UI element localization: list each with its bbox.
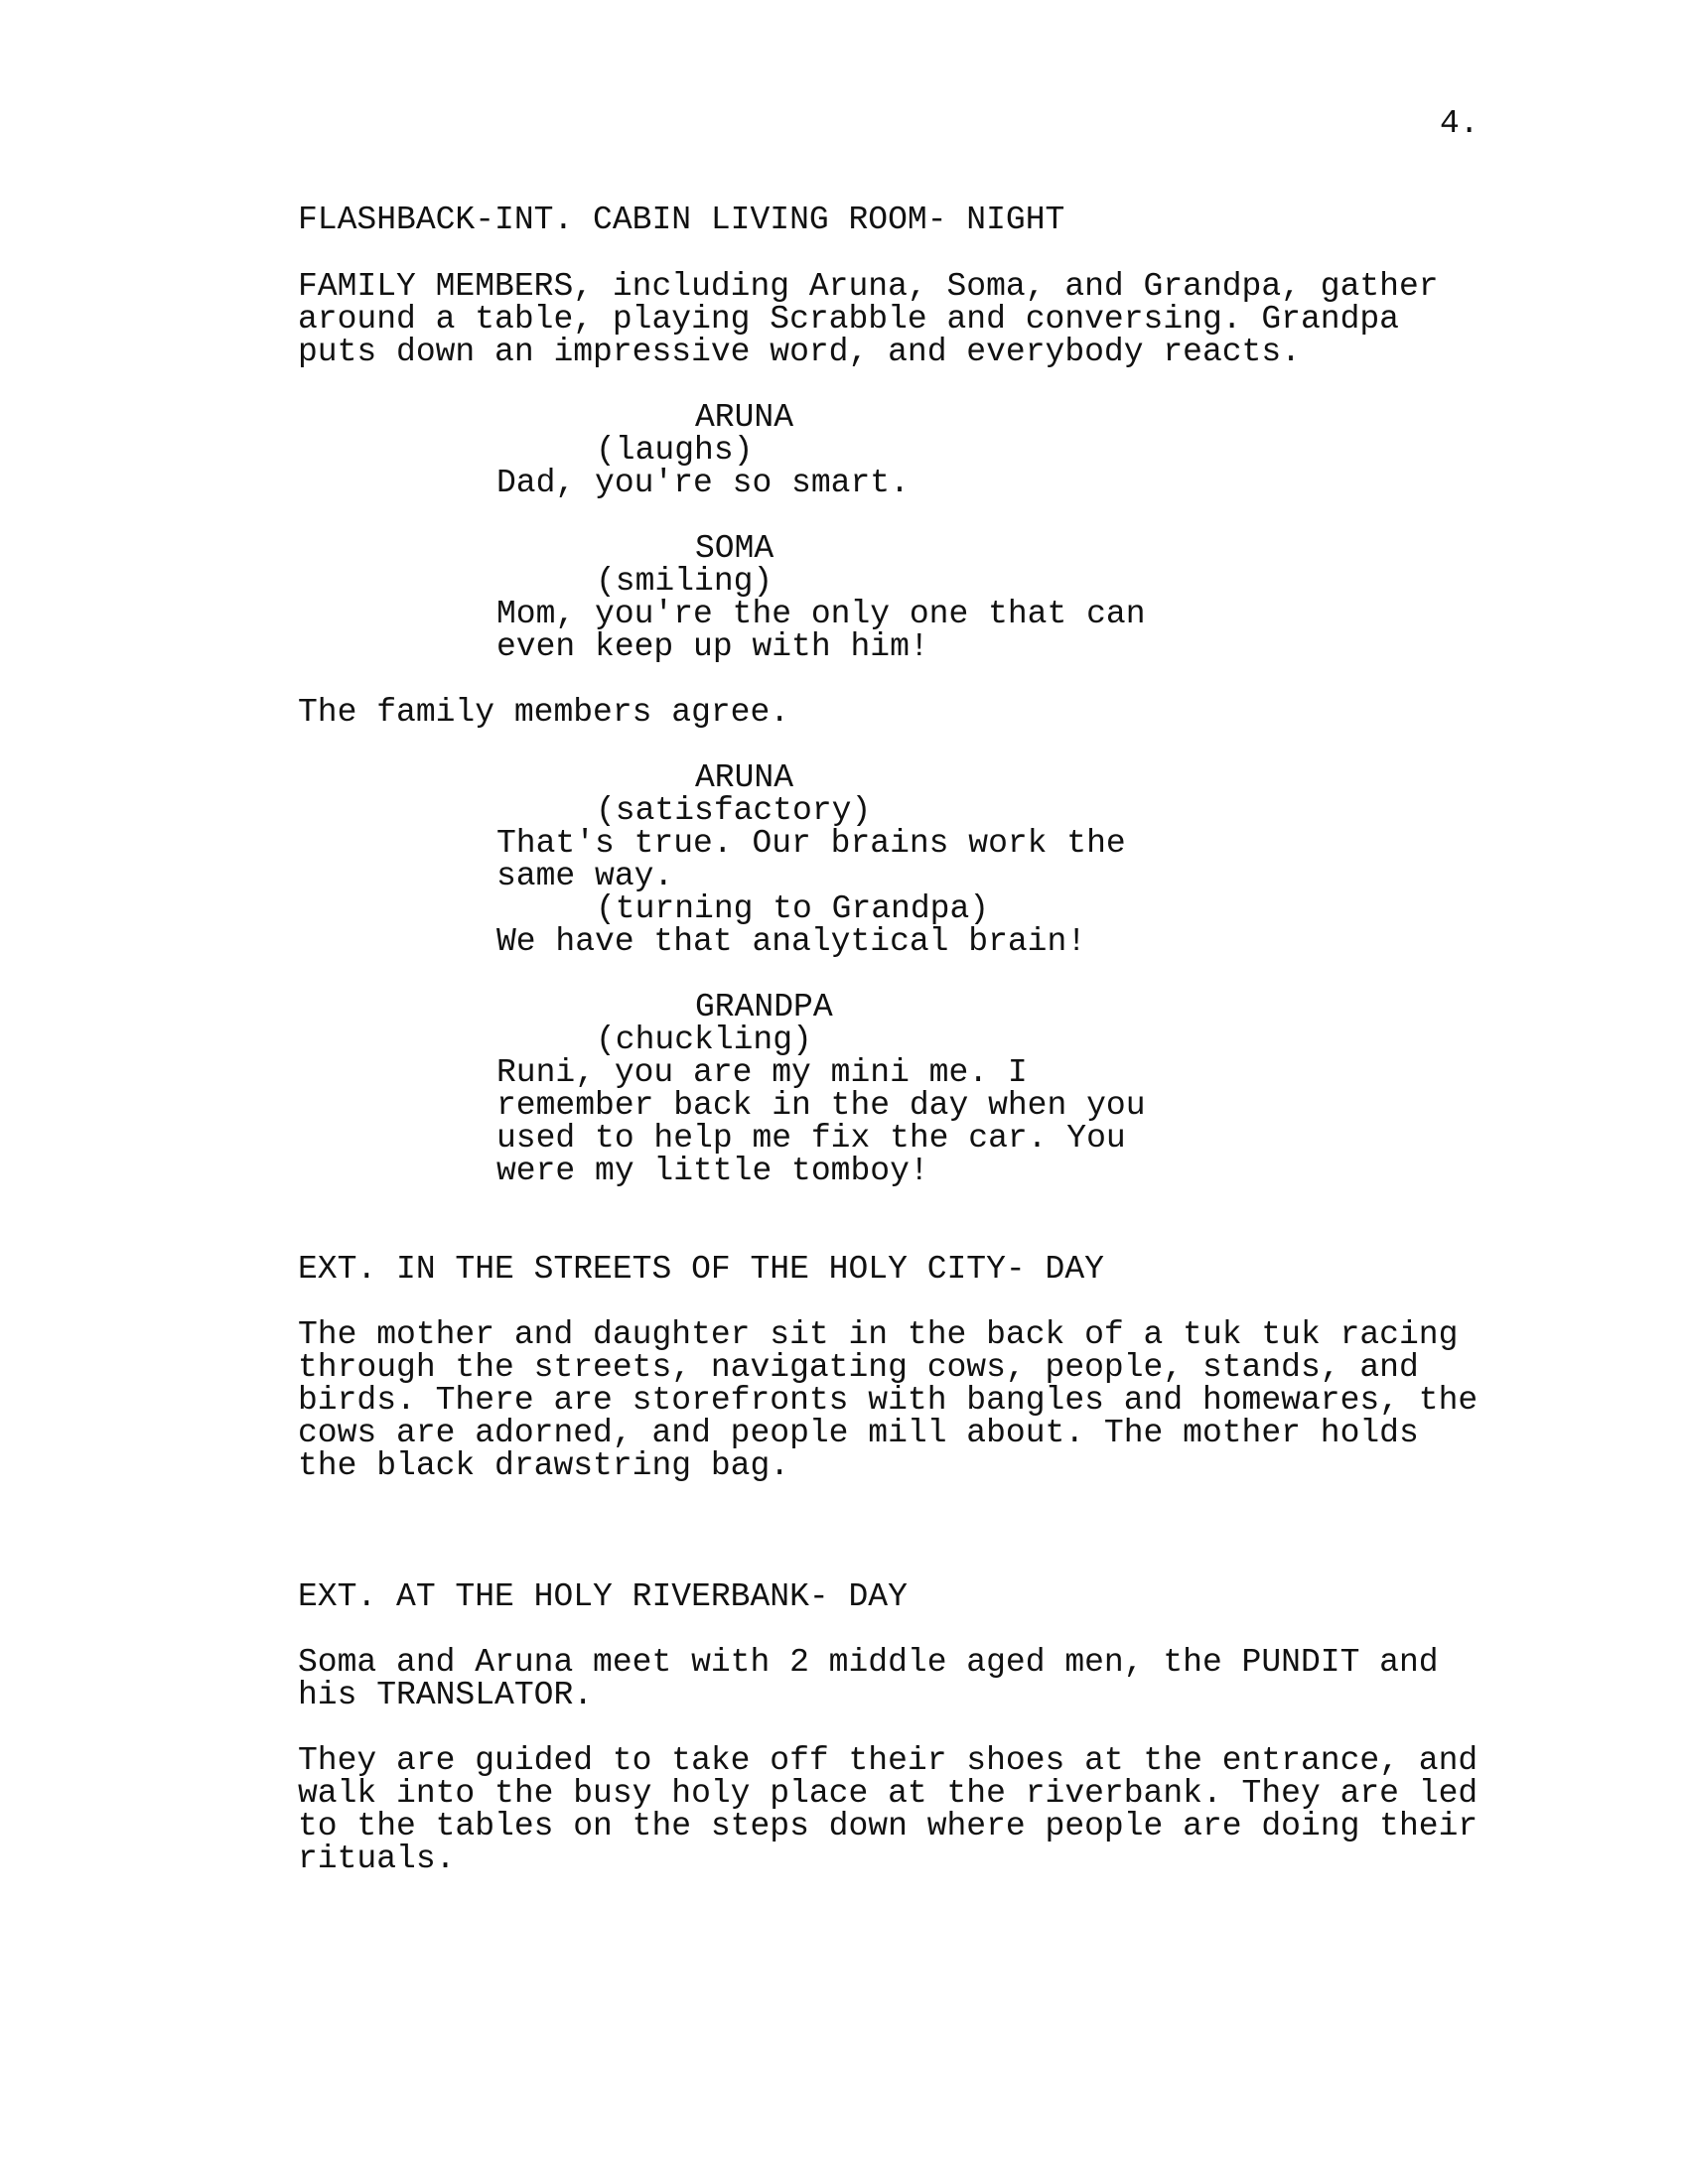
action-line: through the streets, navigating cows, people, stands, and — [298, 1349, 1419, 1386]
action-line: The family members agree. — [298, 694, 790, 731]
page-number: 4. — [1440, 105, 1479, 142]
scene-heading: EXT. AT THE HOLY RIVERBANK- DAY — [298, 1578, 908, 1615]
action-line: birds. There are storefronts with bangles and homewares, the — [298, 1382, 1478, 1419]
dialogue-line: Dad, you're so smart. — [496, 465, 910, 501]
action-line: Soma and Aruna meet with 2 middle aged men, the PUNDIT and — [298, 1644, 1439, 1681]
dialogue-line: Mom, you're the only one that can — [496, 596, 1146, 632]
action-line: cows are adorned, and people mill about. The mother holds — [298, 1415, 1419, 1451]
dialogue-line: That's true. Our brains work the — [496, 825, 1126, 862]
action-line: his TRANSLATOR. — [298, 1677, 594, 1713]
action-line: The mother and daughter sit in the back of a tuk tuk racing — [298, 1316, 1459, 1353]
action-line: walk into the busy holy place at the riverbank. They are led — [298, 1775, 1478, 1812]
dialogue-line: remember back in the day when you — [496, 1087, 1146, 1124]
character-name: SOMA — [695, 530, 774, 567]
parenthetical: (chuckling) — [596, 1022, 812, 1058]
scene-heading: EXT. IN THE STREETS OF THE HOLY CITY- DAY — [298, 1251, 1104, 1288]
parenthetical: (satisfactory) — [596, 792, 872, 829]
parenthetical: (smiling) — [596, 563, 774, 600]
character-name: GRANDPA — [695, 989, 833, 1025]
action-line: They are guided to take off their shoes at the entrance, and — [298, 1742, 1478, 1779]
action-line: FAMILY MEMBERS, including Aruna, Soma, and Grandpa, gather — [298, 268, 1439, 305]
parenthetical: (laughs) — [596, 432, 754, 469]
action-line: around a table, playing Scrabble and conversing. Grandpa — [298, 301, 1399, 338]
dialogue-line: were my little tomboy! — [496, 1153, 929, 1189]
dialogue-line: same way. — [496, 858, 674, 894]
character-name: ARUNA — [695, 759, 794, 796]
action-line: the black drawstring bag. — [298, 1447, 790, 1484]
action-line: puts down an impressive word, and everybody reacts. — [298, 334, 1301, 370]
dialogue-line: We have that analytical brain! — [496, 923, 1087, 960]
dialogue-line: Runi, you are my mini me. I — [496, 1054, 1028, 1091]
dialogue-line: used to help me fix the car. You — [496, 1120, 1126, 1157]
parenthetical: (turning to Grandpa) — [596, 890, 990, 927]
scene-heading: FLASHBACK-INT. CABIN LIVING ROOM- NIGHT — [298, 202, 1065, 238]
action-line: rituals. — [298, 1841, 456, 1877]
character-name: ARUNA — [695, 399, 794, 436]
action-line: to the tables on the steps down where people are doing their — [298, 1808, 1478, 1844]
dialogue-line: even keep up with him! — [496, 628, 929, 665]
